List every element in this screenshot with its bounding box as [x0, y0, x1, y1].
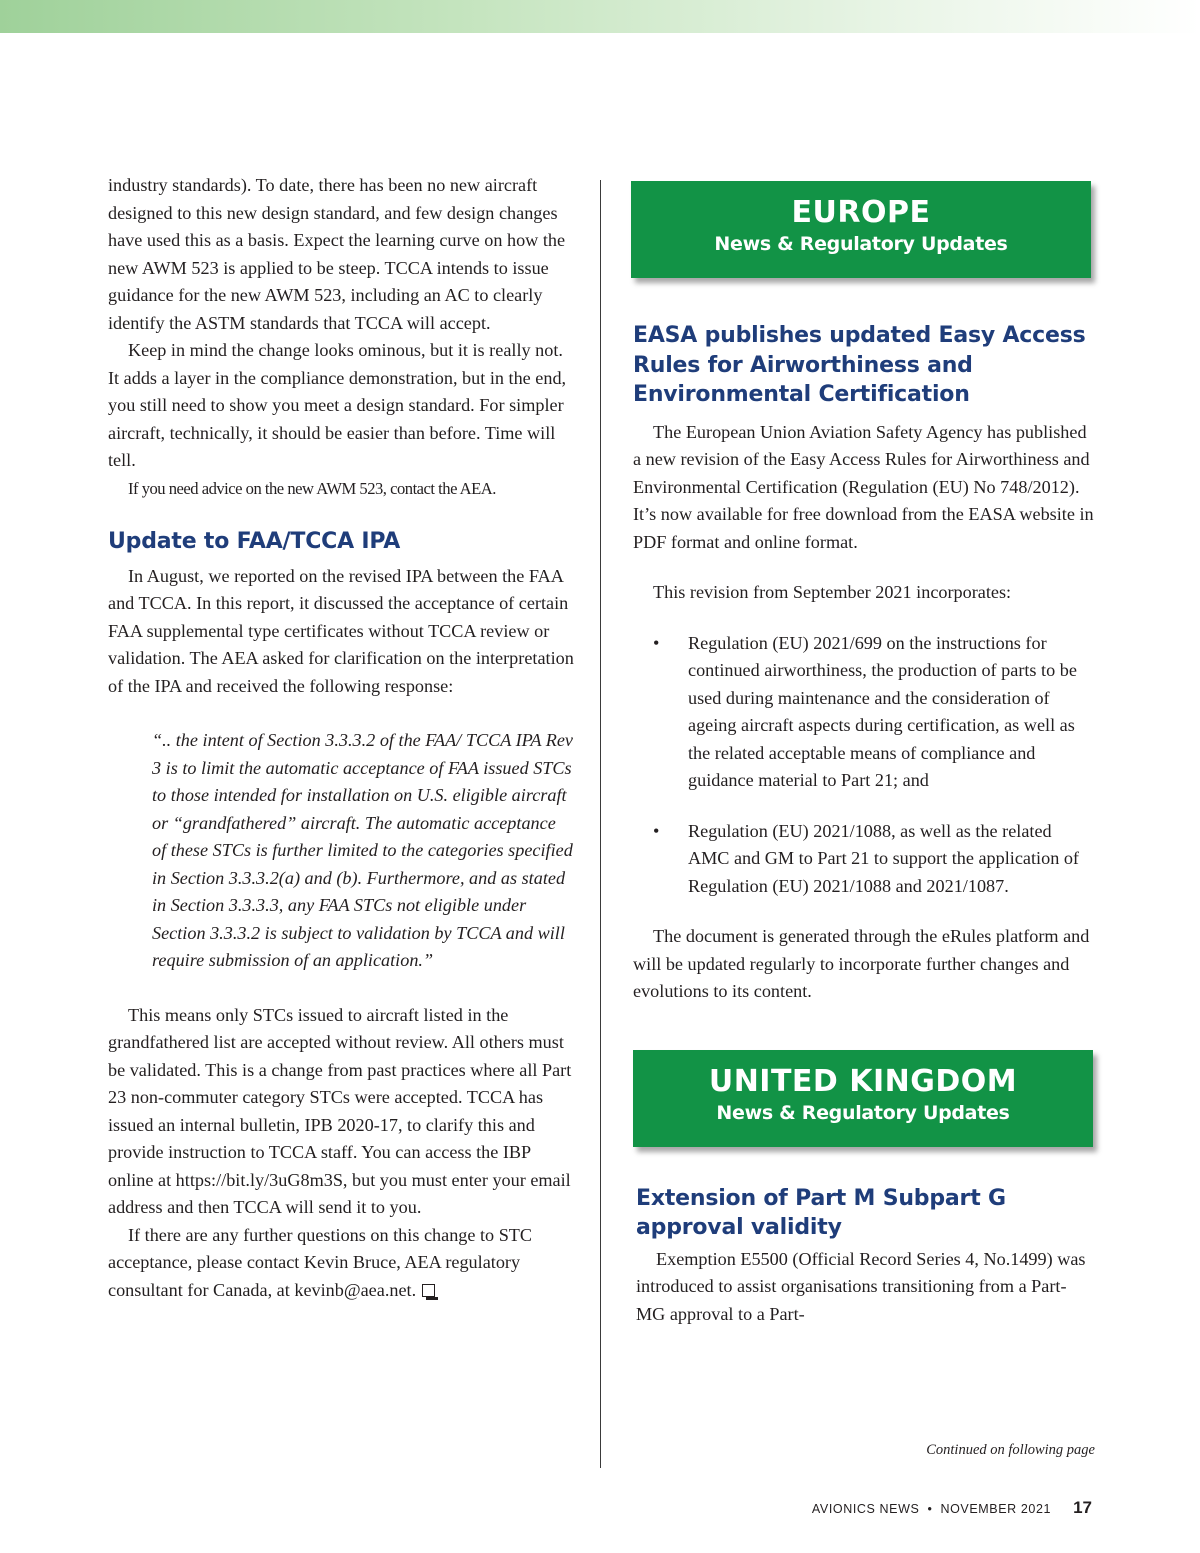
bullet-dot-icon: • [653, 632, 660, 653]
europe-paragraph-1: The European Union Aviation Safety Agency has published a new revision of the Easy Access Rules for Airworthiness and Environmental Certification (Regulation (EU) No 748/2012). It’s now available for free download from the EASA website in PDF format and online format. [633, 421, 1094, 552]
left-paragraph-6 [108, 1222, 574, 1305]
left-paragraph-2: Keep in mind the change looks ominous, but it is really not. It adds a layer in the compliance demonstration, but in the end, you still need to show you meet a design standard. For simpler aircraft, technically, it should be easier than before. Time will tell. [108, 340, 567, 470]
left-column [108, 172, 574, 1304]
right-column [633, 181, 1095, 1328]
europe-banner-subtitle: News & Regulatory Updates [714, 233, 1008, 255]
tcca-quote: “.. the intent of Section 3.3.3.2 of the FAA/ TCCA IPA Rev 3 is to limit the automatic acceptance of FAA issued STCs to those intended for installation on U.S. eligible aircraft or “grandfathered” aircraft. The automatic acceptance of these STCs is further limited to the categories specified in Section 3.3.3.2(a) and (b). Furthermore, and as stated in Section 3.3.3.3, any FAA STCs not eligible under Section 3.3.3.2 is subject to validation by TCCA and will require submission of an application.” [152, 730, 573, 970]
left-paragraph-1: industry standards). To date, there has been no new aircraft designed to this new design standard, and few design changes have used this as a basis. Expect the learning curve on how the new AWM 523 is applied to be steep. TCCA intends to issue guidance for the new AWM 523, including an AC to clearly identify the ASTM standards that TCCA will accept. [108, 175, 566, 333]
left-paragraph-6-text: If there are any further questions on this change to STC acceptance, please contact Kevin Bruce, AEA regulatory consultant for Canada, at kevinb@aea.net. [108, 1224, 533, 1300]
bullet-dot-icon: • [653, 820, 660, 841]
left-paragraph-3: If you need advice on the new AWM 523, contact the AEA. [128, 478, 496, 498]
column-divider [600, 180, 601, 1468]
easa-heading: EASA publishes updated Easy Access Rules for Airworthiness and Environmental Certification [633, 323, 1086, 407]
uk-paragraph-1: Exemption E5500 (Official Record Series 4, No.1499) was introduced to assist organisations transitioning from a Part-MG approval to a Part- [636, 1248, 1086, 1324]
continued-note: Continued on following page [926, 1442, 1095, 1458]
uk-heading: Extension of Part M Subpart G approval validity [636, 1185, 1006, 1240]
uk-banner-title: UNITED KINGDOM [708, 1063, 1018, 1099]
europe-paragraph-3: The document is generated through the eRules platform and will be updated regularly to incorporate further changes and evolutions to its content. [633, 926, 1090, 1001]
europe-bullet-2 [633, 818, 1095, 901]
end-of-article-icon [422, 1284, 435, 1297]
europe-paragraph-2: This revision from September 2021 incorporates: [653, 582, 1012, 602]
left-paragraph-5: This means only STCs issued to aircraft listed in the grandfathered list are accepted without review. All others must be validated. This is a change from past practices where all Part 23 non-commuter category STCs were accepted. TCCA has issued an internal bulletin, IPB 2020-17, to clarify this and provide instruction to TCCA staff. You can access the IBP online at https://bit.ly/3uG8m3S, but you must enter your email address and then TCCA will send it to you. [108, 1004, 572, 1217]
left-paragraph-4: In August, we reported on the revised IPA between the FAA and TCCA. In this report, it discussed the acceptance of certain FAA supplemental type certificates without TCCA review or validation. The AEA asked for clarification on the interpretation of the IPA and received the following response: [108, 565, 574, 696]
footer-publication: AVIONICS NEWS [811, 1502, 920, 1516]
ipa-heading: Update to FAA/TCCA IPA [108, 529, 401, 554]
page-number: 17 [1073, 1498, 1092, 1517]
europe-banner-title: EUROPE [791, 195, 931, 230]
top-color-band [0, 0, 1200, 33]
europe-banner [631, 181, 1091, 278]
footer-date: NOVEMBER 2021 [940, 1502, 1052, 1516]
page-footer [812, 1498, 1092, 1518]
uk-banner-subtitle: News & Regulatory Updates [716, 1101, 1010, 1124]
europe-bullet-2-text: Regulation (EU) 2021/1088, as well as the related AMC and GM to Part 21 to support the application of Regulation (EU) 2021/1088 and 2021/1087. [688, 820, 1079, 896]
europe-bullet-1-text: Regulation (EU) 2021/699 on the instructions for continued airworthiness, the production of parts to be used during maintenance and the consideration of ageing aircraft aspects during certification, as well as the related acceptable means of compliance and guidance material to Part 21; and [688, 632, 1077, 790]
footer-separator: • [927, 1502, 933, 1516]
uk-banner [633, 1050, 1093, 1147]
europe-bullet-1 [633, 630, 1095, 795]
